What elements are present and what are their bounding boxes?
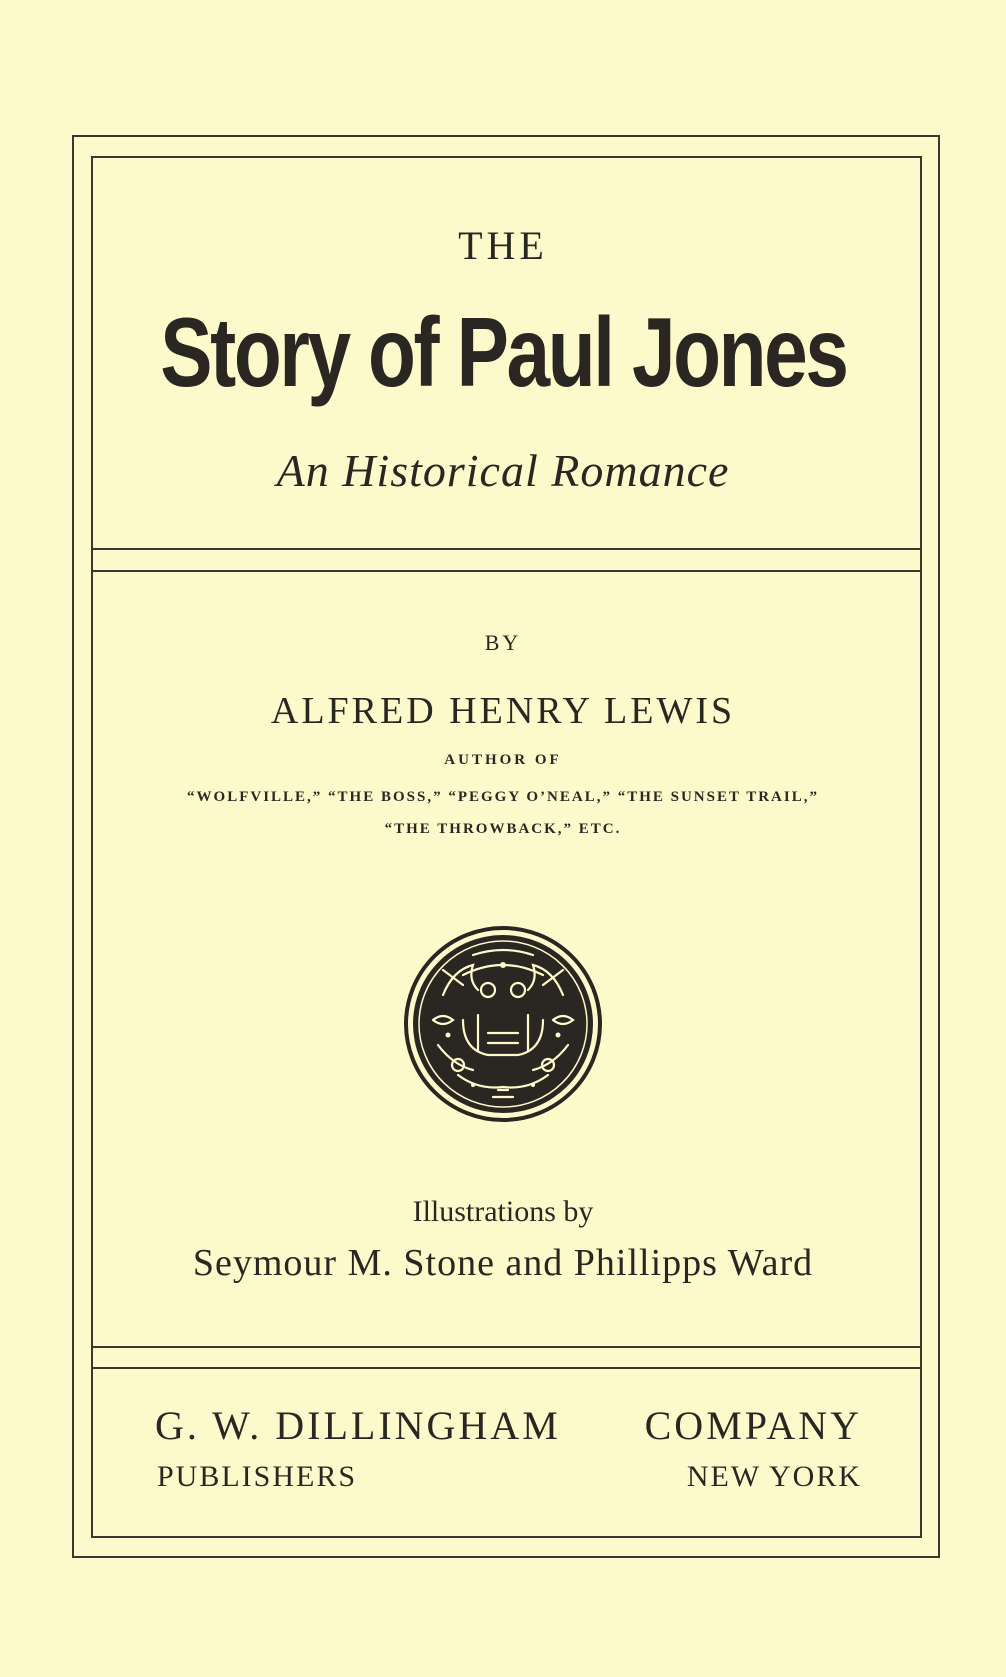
publisher-city: NEW YORK [686, 1460, 862, 1493]
title-article: THE [458, 223, 548, 268]
publisher-name-left: G. W. DILLINGHAM [155, 1403, 561, 1448]
illustrators: Seymour M. Stone and Phillipps Ward [192, 1242, 814, 1284]
publisher-name-right: COMPANY [644, 1403, 862, 1448]
author-name: ALFRED HENRY LEWIS [270, 690, 736, 732]
publisher-details [157, 1460, 862, 1494]
book-subtitle: An Historical Romance [276, 445, 730, 496]
publisher-name [155, 1402, 862, 1449]
publishers-label: PUBLISHERS [157, 1460, 358, 1493]
publisher-seal-icon [403, 925, 603, 1123]
title-divider-lower [91, 570, 922, 572]
author-of-label: AUTHOR OF [444, 752, 562, 768]
illustrations-label: Illustrations by [412, 1195, 594, 1228]
by-label: BY [484, 630, 522, 655]
publisher-divider-upper [91, 1346, 922, 1348]
publisher-divider-lower [91, 1367, 922, 1369]
book-title: Story of Paul Jones [160, 297, 847, 407]
other-works-line-1: “WOLFVILLE,” “THE BOSS,” “PEGGY O’NEAL,” “THE SUNSET TRAIL,” [187, 789, 819, 805]
other-works-line-2: “THE THROWBACK,” ETC. [384, 821, 622, 837]
title-divider-upper [91, 548, 922, 550]
